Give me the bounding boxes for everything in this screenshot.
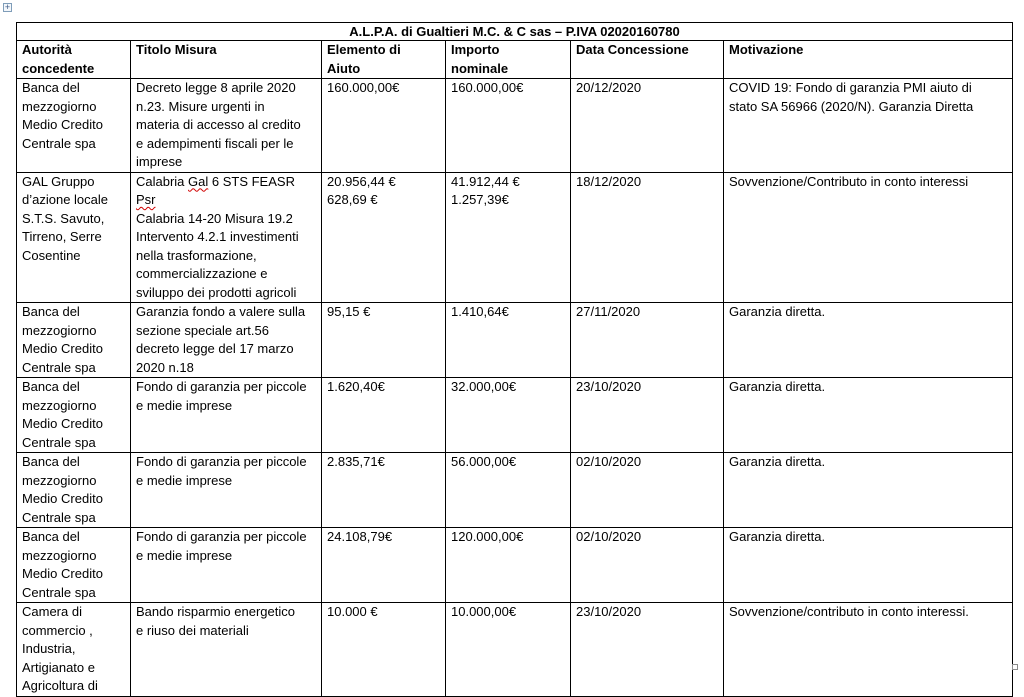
header-motivazione[interactable]: Motivazione: [724, 41, 1013, 79]
spellcheck-word: Psr: [136, 192, 156, 207]
header-elemento[interactable]: Elemento di Aiuto: [322, 41, 446, 79]
cell-elemento[interactable]: 2.835,71€: [322, 453, 446, 528]
cell-titolo[interactable]: Fondo di garanzia per piccole e medie imprese: [131, 528, 322, 603]
cell-elemento[interactable]: 95,15 €: [322, 303, 446, 378]
cell-motivazione[interactable]: Garanzia diretta.: [724, 528, 1013, 603]
table-row: [17, 303, 1013, 378]
table-row: [17, 453, 1013, 528]
cell-elemento[interactable]: 160.000,00€: [322, 79, 446, 173]
header-data[interactable]: Data Concessione: [571, 41, 724, 79]
cell-autorita[interactable]: GAL Gruppo d’azione locale S.T.S. Savuto, Tirreno, Serre Cosentine: [17, 172, 131, 303]
table-row: [17, 528, 1013, 603]
cell-importo[interactable]: 160.000,00€: [446, 79, 571, 173]
cell-data[interactable]: 02/10/2020: [571, 528, 724, 603]
cell-importo[interactable]: 120.000,00€: [446, 528, 571, 603]
cell-data[interactable]: 23/10/2020: [571, 603, 724, 697]
cell-titolo[interactable]: Fondo di garanzia per piccole e medie imprese: [131, 453, 322, 528]
spellcheck-word: Gal: [188, 173, 209, 189]
cell-elemento[interactable]: 10.000 €: [322, 603, 446, 697]
table-move-handle-icon[interactable]: +: [4, 2, 11, 12]
table-row: [17, 378, 1013, 453]
cell-motivazione[interactable]: Sovvenzione/contributo in conto interessi.: [724, 603, 1013, 697]
cell-elemento[interactable]: 1.620,40€: [322, 378, 446, 453]
title-row: [17, 23, 1013, 41]
cell-importo[interactable]: 56.000,00€: [446, 453, 571, 528]
titolo-text: 6 STS FEASR: [208, 173, 295, 189]
cell-data[interactable]: 27/11/2020: [571, 303, 724, 378]
table-row: [17, 603, 1013, 697]
cell-autorita[interactable]: Camera di commercio , Industria, Artigianato e Agricoltura di: [17, 603, 131, 697]
titolo-text: Calabria 14-20 Misura 19.2 Intervento 4.2.1 investimenti nella trasformazione, commercializzazione e sviluppo dei prodotti agricoli: [136, 210, 299, 300]
cell-motivazione[interactable]: Garanzia diretta.: [724, 378, 1013, 453]
cell-elemento[interactable]: 24.108,79€: [322, 528, 446, 603]
cell-motivazione[interactable]: Sovvenzione/Contributo in conto interessi: [724, 172, 1013, 303]
cell-titolo[interactable]: Decreto legge 8 aprile 2020 n.23. Misure urgenti in materia di accesso al credito e adempimenti fiscali per le imprese: [131, 79, 322, 173]
cell-motivazione[interactable]: Garanzia diretta.: [724, 303, 1013, 378]
header-importo[interactable]: Importo nominale: [446, 41, 571, 79]
cell-importo[interactable]: 32.000,00€: [446, 378, 571, 453]
cell-data[interactable]: 20/12/2020: [571, 79, 724, 173]
cell-data[interactable]: 18/12/2020: [571, 172, 724, 303]
table-row: [17, 172, 1013, 303]
cell-titolo[interactable]: [131, 172, 322, 303]
cell-elemento[interactable]: 20.956,44 € 628,69 €: [322, 172, 446, 303]
header-titolo[interactable]: Titolo Misura: [131, 41, 322, 79]
table-resize-handle[interactable]: [1012, 664, 1018, 670]
cell-titolo[interactable]: Fondo di garanzia per piccole e medie imprese: [131, 378, 322, 453]
cell-titolo[interactable]: Garanzia fondo a valere sulla sezione speciale art.56 decreto legge del 17 marzo 2020 n.18: [131, 303, 322, 378]
titolo-text: Calabria: [136, 173, 189, 189]
cell-data[interactable]: 23/10/2020: [571, 378, 724, 453]
table-title[interactable]: A.L.P.A. di Gualtieri M.C. & C sas – P.IVA 02020160780: [17, 23, 1013, 41]
cell-titolo[interactable]: Bando risparmio energetico e riuso dei materiali: [131, 603, 322, 697]
aid-table: [16, 22, 1013, 697]
cell-autorita[interactable]: Banca del mezzogiorno Medio Credito Centrale spa: [17, 453, 131, 528]
cell-importo[interactable]: 41.912,44 € 1.257,39€: [446, 172, 571, 303]
header-row: [17, 41, 1013, 79]
cell-autorita[interactable]: Banca del mezzogiorno Medio Credito Centrale spa: [17, 528, 131, 603]
header-autorita[interactable]: Autorità concedente: [17, 41, 131, 79]
cell-importo[interactable]: 1.410,64€: [446, 303, 571, 378]
table-row: [17, 79, 1013, 173]
cell-autorita[interactable]: Banca del mezzogiorno Medio Credito Centrale spa: [17, 79, 131, 173]
cell-motivazione[interactable]: Garanzia diretta.: [724, 453, 1013, 528]
cell-data[interactable]: 02/10/2020: [571, 453, 724, 528]
cell-autorita[interactable]: Banca del mezzogiorno Medio Credito Centrale spa: [17, 378, 131, 453]
cell-motivazione[interactable]: COVID 19: Fondo di garanzia PMI aiuto di stato SA 56966 (2020/N). Garanzia Diretta: [724, 79, 1013, 173]
cell-importo[interactable]: 10.000,00€: [446, 603, 571, 697]
cell-autorita[interactable]: Banca del mezzogiorno Medio Credito Centrale spa: [17, 303, 131, 378]
